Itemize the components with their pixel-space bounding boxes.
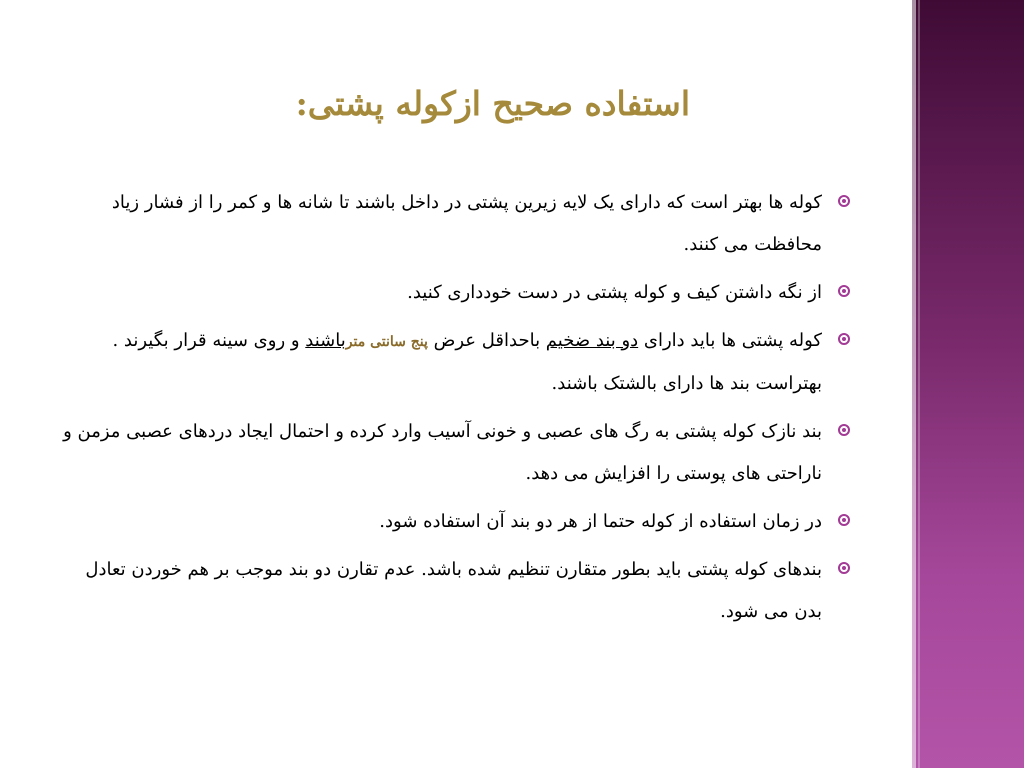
bullet-text-6: بندهای کوله پشتی باید بطور متقارن تنظیم شده باشد. عدم تقارن دو بند موجب بر هم خوردن تعادل بدن می شود. <box>85 559 822 622</box>
decorative-side-bar <box>912 0 1024 768</box>
bullet-text-3-accent: پنج سانتی متر <box>345 334 428 350</box>
target-circle-icon <box>838 562 850 574</box>
bullet-item-4 <box>60 411 850 495</box>
bullet-text-3-part2: باحداقل عرض <box>427 330 546 351</box>
bullet-text-3-underline1: دو بند ضخیم <box>545 330 639 351</box>
bullet-text-3-part1: کوله پشتی ها باید دارای <box>638 330 822 351</box>
bullet-text-3-part3: و روی سینه قرار بگیرند . بهتراست بند ها دارای بالشتک باشند. <box>112 330 822 394</box>
bullet-text-5: در زمان استفاده از کوله حتما از هر دو بند آن استفاده شود. <box>379 511 822 532</box>
bullet-item-6 <box>60 549 850 633</box>
bullet-text-1: کوله ها بهتر است که دارای یک لایه زیرین پشتی در داخل باشند تا شانه ها و کمر را از فشار زیاد محافظت می کنند. <box>111 192 822 255</box>
bullet-item-3 <box>60 320 850 405</box>
target-circle-icon <box>838 424 850 436</box>
target-circle-icon <box>838 333 850 345</box>
bullet-item-2 <box>60 272 850 314</box>
bullet-text-2: از نگه داشتن کیف و کوله پشتی در دست خودداری کنید. <box>407 282 822 303</box>
bullet-item-1 <box>60 182 850 266</box>
bullet-text-3-underline2: باشند <box>305 330 346 351</box>
target-circle-icon <box>838 514 850 526</box>
side-bar-stripe-line <box>918 0 920 768</box>
bullet-item-5 <box>60 501 850 543</box>
target-circle-icon <box>838 285 850 297</box>
slide-title: استفاده صحیح ازکوله پشتی: <box>295 84 690 123</box>
side-bar-edge-line <box>912 0 916 768</box>
target-circle-icon <box>838 195 850 207</box>
bullet-list <box>60 182 850 639</box>
bullet-text-4: بند نازک کوله پشتی به رگ های عصبی و خونی آسیب وارد کرده و احتمال ایجاد دردهای عصبی مزمن و ناراحتی های پوستی را افزایش می دهد. <box>63 421 822 484</box>
